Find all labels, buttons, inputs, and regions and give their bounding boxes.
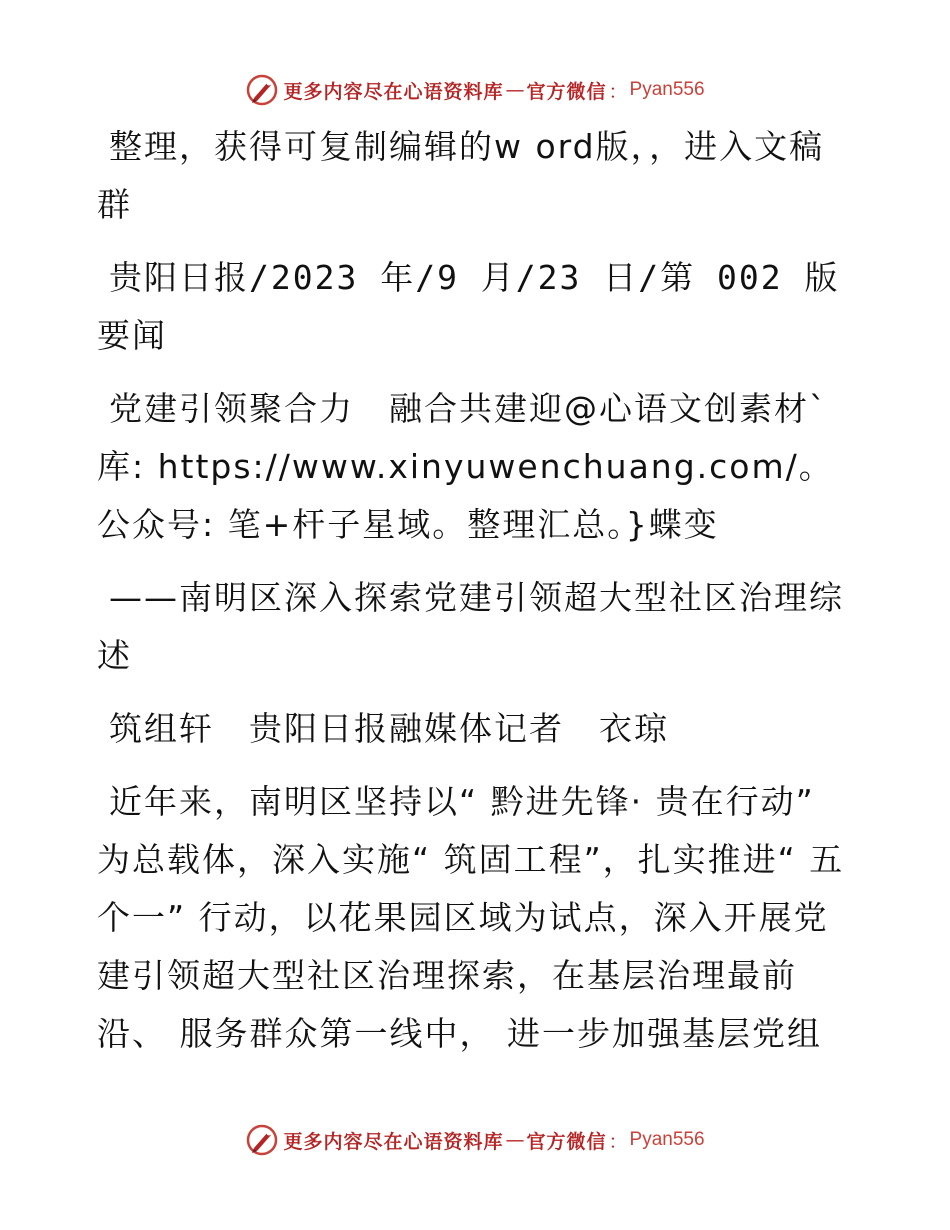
watermark-colon: ： (608, 80, 628, 103)
watermark-colon: ： (608, 1130, 628, 1153)
watermark-wechat-label: 官方微信 (526, 1130, 607, 1153)
intro-line: 整理，获得可复制编辑的w ord版，，进入文稿群 (97, 127, 825, 224)
watermark-dash: — (505, 1129, 525, 1151)
pen-logo-icon (245, 73, 279, 107)
article-subtitle: ——南明区深入探索党建引领超大型社区治理综述 (97, 578, 844, 675)
document-body (97, 118, 857, 1078)
header-watermark (0, 70, 950, 110)
footer-watermark (0, 1120, 950, 1160)
watermark-wechat-label: 官方微信 (526, 80, 607, 103)
watermark-account: Pyan556 (629, 79, 705, 100)
body-paragraph: 近年来，南明区坚持以“ 黔进先锋· 贵在行动” 为总载体，深入实施“ 筑固工程”，扎实推进“ 五个一” 行动，以花果园区域为试点，深入开展党建引领超大型社区治理探索，在基层治理最前沿、 服务群众第一线中， 进一步加强基层党组 (97, 782, 845, 1053)
watermark-dash: — (505, 79, 525, 101)
pen-logo-icon (245, 1123, 279, 1157)
byline: 筑组轩 贵阳日报融媒体记者 衣琼 (109, 709, 669, 748)
dateline: 贵阳日报/2023 年/9 月/23 日/第 002 版要闻 (97, 258, 840, 355)
article-title: 党建引领聚合力 融合共建迎@心语文创素材`库: https://www.xinyuwenchuang.com/。公众号: 笔+杆子星域。整理汇总。}蝶变 (97, 389, 834, 544)
watermark-account: Pyan556 (629, 1129, 705, 1150)
watermark-site-text: 更多内容尽在心语资料库 (283, 1130, 504, 1153)
watermark-site-text: 更多内容尽在心语资料库 (283, 80, 504, 103)
